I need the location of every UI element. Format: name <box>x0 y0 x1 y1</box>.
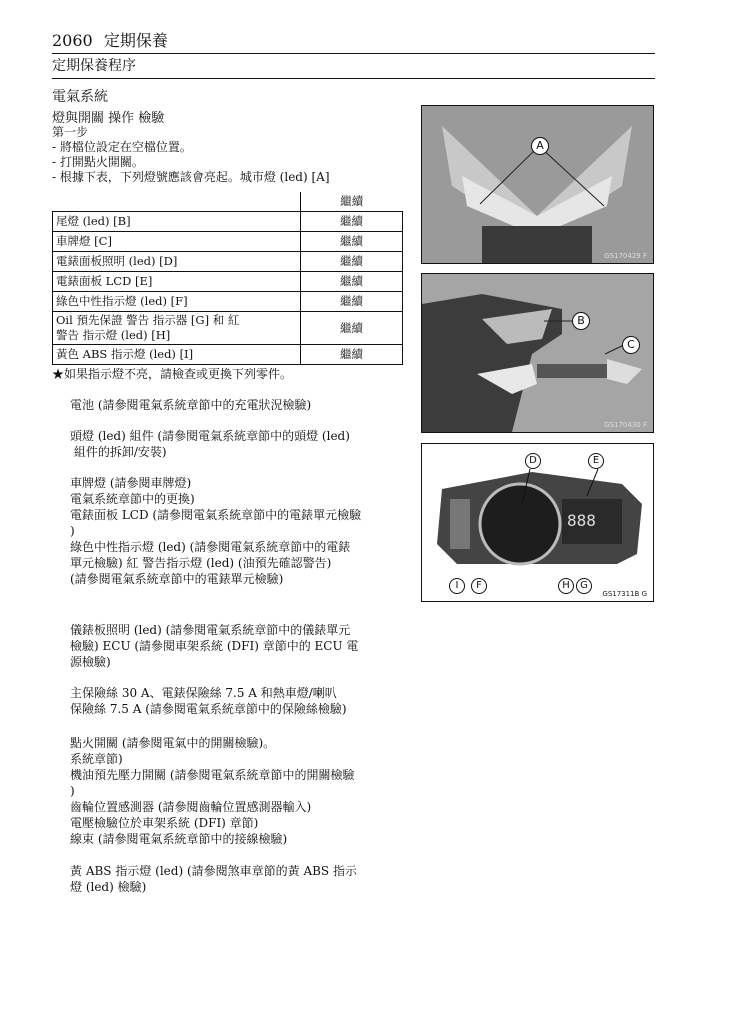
chapter-title: 電氣系統 <box>52 89 108 105</box>
table-cell-item: 黃色 ABS 指示燈 (led) [I] <box>53 345 301 365</box>
table-cell-value: 繼續 <box>301 292 403 312</box>
callout-label: D <box>525 453 541 469</box>
table-cell-value: 繼續 <box>301 192 403 212</box>
table-header-row <box>53 192 403 212</box>
part-item: 點火開關 (請參閱電氣中的開關檢驗)。 系統章節) 機油預先壓力開關 (請參閱電氣系統章節中的開關檢驗 ) 齒輪位置感測器 (請參閱齒輪位置感測器輸入) 電壓檢驗位於車架系統 (DFI) 章節) 線束 (請參閱電氣系統章節中的接線檢驗) <box>70 736 355 846</box>
callout-label: C <box>622 336 640 354</box>
subtitle: 燈與開關 操作 檢驗 <box>52 111 165 126</box>
table-cell-value: 繼續 <box>301 345 403 365</box>
part-item: 頭燈 (led) 組件 (請參閱電氣系統章節中的頭燈 (led) 組件的拆卸/安裝) <box>70 429 350 459</box>
table-cell-item: 車牌燈 [C] <box>53 232 301 252</box>
svg-text:888: 888 <box>567 511 596 530</box>
callout-label: G <box>576 578 592 594</box>
taillight-photo <box>422 274 653 432</box>
section-title: 定期保養程序 <box>52 58 136 74</box>
part-item: 主保險絲 30 A、電錶保險絲 7.5 A 和熱車燈/喇叭 保險絲 7.5 A (請參閱電氣系統章節中的保險絲檢驗) <box>70 686 347 716</box>
instruction: - 打開點火開關。 <box>52 155 144 169</box>
callout-label: B <box>572 312 590 330</box>
table-row <box>53 212 403 232</box>
figure-caption: GS17311B G <box>602 590 647 598</box>
note: ★如果指示燈不亮，請檢查或更換下列零件。 <box>52 367 293 381</box>
figure-caption: GS170429 F <box>604 252 647 260</box>
table-cell-value: 繼續 <box>301 252 403 272</box>
part-item: 車牌燈 (請參閱車牌燈) 電氣系統章節中的更換) 電錶面板 LCD (請參閱電氣系統章節中的電錶單元檢驗 ) 綠色中性指示燈 (led) (請參閱電氣系統章節中的電錶 單元檢驗) 紅 警告指示燈 (led) (油預先確認警告) (請參閱電氣系統章節中的電錶單元檢驗) <box>70 476 362 586</box>
table-cell-value: 繼續 <box>301 212 403 232</box>
figure-meter <box>421 443 654 602</box>
callout-label: E <box>588 453 604 469</box>
table-cell-item: 綠色中性指示燈 (led) [F] <box>53 292 301 312</box>
callout-label: F <box>471 578 487 594</box>
callout-label: H <box>558 578 574 594</box>
step-label: 第一步 <box>52 125 89 139</box>
callout-label: A <box>531 137 549 155</box>
part-item: 黃 ABS 指示燈 (led) (請參閱煞車章節的黃 ABS 指示 燈 (led) 檢驗) <box>70 864 357 894</box>
part-item: 電池 (請參閱電氣系統章節中的充電狀況檢驗) <box>70 398 312 412</box>
indicator-table <box>52 192 403 365</box>
header-title: 定期保養 <box>103 31 168 50</box>
table-cell-value: 繼續 <box>301 232 403 252</box>
table-cell-item: 尾燈 (led) [B] <box>53 212 301 232</box>
figure-headlight <box>421 105 654 264</box>
callout-label: I <box>449 578 465 594</box>
table-row <box>53 312 403 345</box>
divider <box>52 53 655 54</box>
headlight-photo <box>422 106 653 263</box>
table-row <box>53 252 403 272</box>
table-row <box>53 292 403 312</box>
figure-caption: GS170430 F <box>604 421 647 429</box>
instruction: - 將檔位設定在空檔位置。 <box>52 140 192 154</box>
part-item: 儀錶板照明 (led) (請參閱電氣系統章節中的儀錶單元 檢驗) ECU (請參閱車架系統 (DFI) 章節中的 ECU 電 源檢驗) <box>70 623 359 669</box>
instruction: - 根據下表，下列燈號應該會亮起。城市燈 (led) [A] <box>52 170 330 184</box>
table-row <box>53 272 403 292</box>
table-cell-value: 繼續 <box>301 312 403 345</box>
divider <box>52 78 655 79</box>
page-number: 2060 <box>52 31 93 50</box>
table-cell-item: Oil 預先保證 警告 指示器 [G] 和 紅 警告 指示燈 (led) [H] <box>53 312 301 345</box>
figure-taillight <box>421 273 654 433</box>
page-header <box>52 28 168 51</box>
table-row <box>53 345 403 365</box>
table-cell-item: 電錶面板 LCD [E] <box>53 272 301 292</box>
table-cell-item: 電錶面板照明 (led) [D] <box>53 252 301 272</box>
table-cell-value: 繼續 <box>301 272 403 292</box>
table-row <box>53 232 403 252</box>
